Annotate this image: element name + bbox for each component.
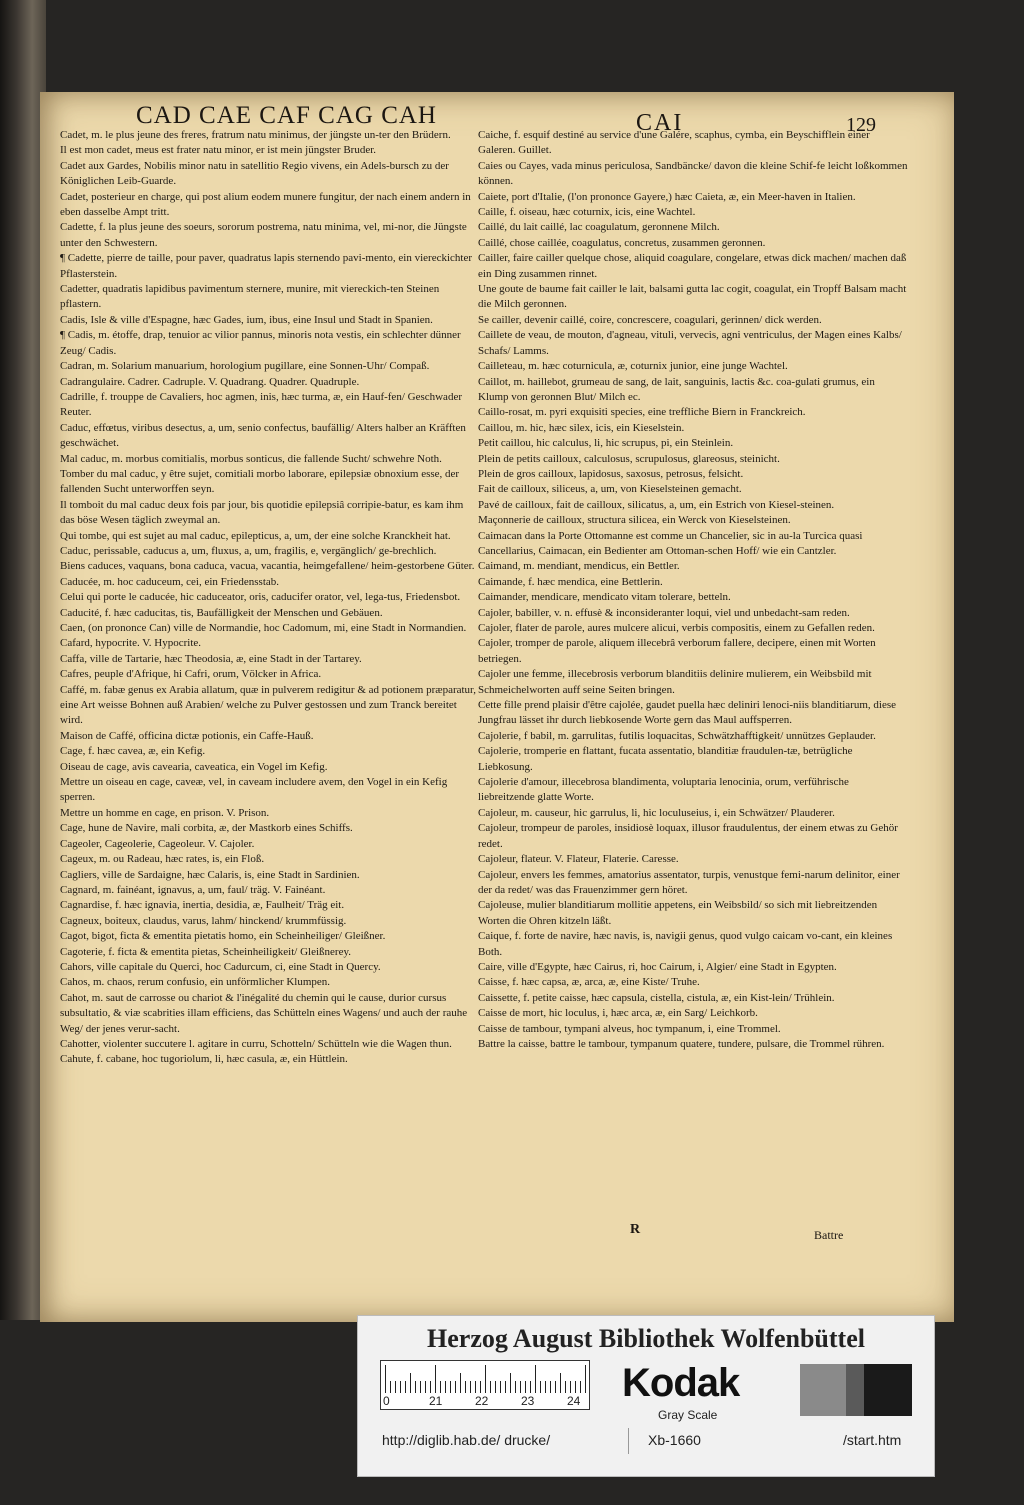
ruler-tick — [485, 1365, 486, 1393]
dictionary-entry: Cagoterie, f. ficta & ementita pietas, Scheinheiligkeit/ Gleißnerey. — [60, 945, 351, 958]
dictionary-entry: Cette fille prend plaisir d'être cajolée, gaudet puella hæc deliniri lenoci-niis blanditiarum, diese Jungfrau lässet ihr durch liebkosende Worte gern das Maul auffsperren. — [478, 699, 897, 727]
dictionary-entry: Caies ou Cayes, vada minus periculosa, Sandbäncke/ davon die kleine Schif-fe leicht loßkommen können. — [478, 159, 908, 188]
dictionary-entry: Caffa, ville de Tartarie, hæc Theodosia, æ, eine Stadt in der Tartarey. — [60, 652, 362, 665]
running-head-left: CAD CAE CAF CAG CAH — [136, 102, 437, 129]
dictionary-entry: Cajolerie, f babil, m. garrulitas, futilis loquacitas, Schwätzhafftigkeit/ unnützes Geplauder. — [478, 729, 876, 742]
ruler-number: 22 — [475, 1394, 489, 1408]
dictionary-entry: Caducité, f. hæc caducitas, tis, Baufälligkeit der Menschen und Gebäuen. — [60, 606, 383, 619]
ruler-tick — [460, 1373, 461, 1393]
gray-scale-label: Gray Scale — [658, 1408, 718, 1422]
dictionary-entry: Cajoler, babiller, v. n. effusè & inconsideranter loqui, viel und unbedacht-sam reden. — [478, 606, 850, 619]
library-name: Herzog August Bibliothek Wolfenbüttel — [427, 1324, 865, 1353]
dictionary-entry: Mal caduc, m. morbus comitialis, morbus sonticus, die fallende Sucht/ schwehre Noth. — [60, 452, 442, 465]
ruler-tick — [470, 1381, 471, 1393]
dictionary-entry: ¶ Cadette, pierre de taille, pour paver, quadratus lapis sternendo pavi-mento, ein viereckichter Pflasterstein. — [60, 252, 472, 280]
shelfmark: Xb-1660 — [648, 1432, 701, 1448]
dictionary-entry: Fait de cailloux, siliceus, a, um, von Kieselsteinen gemacht. — [478, 483, 742, 496]
kodak-target-card — [357, 1315, 935, 1477]
card-separator — [628, 1428, 629, 1454]
dictionary-entry: Cagliers, ville de Sardaigne, hæc Calaris, is, eine Stadt in Sardinien. — [60, 868, 360, 881]
dictionary-entry: Cageux, m. ou Radeau, hæc rates, is, ein Floß. — [60, 853, 265, 866]
ruler-tick — [580, 1381, 581, 1393]
start-path: /start.htm — [843, 1432, 902, 1448]
ruler-tick — [525, 1381, 526, 1393]
dictionary-entry: Caduc, effœtus, viribus desectus, a, um, senio confectus, baufällig/ Alters halber an Kräfften geschwächet. — [60, 421, 466, 450]
ruler-tick — [430, 1381, 431, 1393]
ruler-tick — [540, 1381, 541, 1393]
ruler-tick — [455, 1381, 456, 1393]
dictionary-entry: Se cailler, devenir caillé, coire, concrescere, coagulari, gerinnen/ dick werden. — [478, 313, 822, 326]
dictionary-entry: Caiche, f. esquif destiné au service d'une Galére, scaphus, cymba, ein Beyschifflein einer Galeren. Guillet. — [478, 129, 870, 157]
ruler-tick — [390, 1381, 391, 1393]
dictionary-entry: Caillo-rosat, m. pyri exquisiti species, eine treffliche Biern in Franckreich. — [478, 406, 806, 419]
dictionary-entry: Mettre un homme en cage, en prison. V. Prison. — [60, 806, 270, 819]
dictionary-entry: Cailleteau, m. hæc coturnicula, æ, coturnix junior, eine junge Wachtel. — [478, 360, 788, 373]
ruler-tick — [395, 1381, 396, 1393]
gray-patch-dark — [864, 1364, 912, 1416]
dictionary-entry: Cajoler une femme, illecebrosis verborum blanditiis delinire mulierem, ein Weibsbild mit Schmeichelworten auff seine Seiten bringen. — [478, 668, 872, 696]
dictionary-entry: Cagneux, boiteux, claudus, varus, lahm/ hinckend/ krummfüssig. — [60, 914, 347, 927]
ruler-number: 21 — [429, 1394, 443, 1408]
dictionary-entry: Maison de Caffé, officina dictæ potionis, ein Caffe-Hauß. — [60, 729, 314, 742]
dictionary-entry: Une goute de baume fait cailler le lait, balsami gutta lac cogit, coagulat, ein Tropff Balsam macht die Milch geronnen. — [478, 283, 907, 311]
ruler-number: 24 — [567, 1394, 581, 1408]
ruler-tick — [510, 1373, 511, 1393]
dictionary-entry: Cajolerie, tromperie en flattant, fucata assentatio, blanditiæ fraudulen-tæ, betrügliche Liebkosung. — [478, 745, 853, 773]
dictionary-entry: Caduc, perissable, caducus a, um, fluxus, a, um, fragilis, e, vergänglich/ ge-brechlich. — [60, 544, 437, 557]
dictionary-entry: Cage, hune de Navire, mali corbita, æ, der Mastkorb eines Schiffs. — [60, 822, 353, 835]
dictionary-entry: Cadrille, f. trouppe de Cavaliers, hoc agmen, inis, hæc turma, æ, ein Hauf-fen/ Geschwader Reuter. — [60, 390, 462, 419]
dictionary-entry: Cafard, hypocrite. V. Hypocrite. — [60, 637, 202, 650]
ruler-tick — [440, 1381, 441, 1393]
dictionary-entry: Il est mon cadet, meus est frater natu minor, er ist mein jüngster Bruder. — [60, 144, 377, 157]
ruler-tick — [435, 1365, 436, 1393]
dictionary-entry: Cajoleur, m. causeur, hic garrulus, li, hic loculuseius, i, ein Schwätzer/ Plauderer. — [478, 806, 835, 819]
dictionary-entry: Cajoleur, envers les femmes, amatorius assentator, turpis, venustque femi-narum delinitor, einer der da redet/ was das Frauenzimmer gern höret. — [478, 868, 900, 896]
ruler-tick — [575, 1381, 576, 1393]
ruler-number: 23 — [521, 1394, 535, 1408]
scale-ruler — [380, 1360, 590, 1410]
dictionary-entry: Caducée, m. hoc caduceum, cei, ein Friedensstab. — [60, 575, 280, 588]
dictionary-entry: Cadrangulaire. Cadrer. Cadruple. V. Quadrang. Quadrer. Quadruple. — [60, 375, 360, 388]
dictionary-entry: Battre la caisse, battre le tambour, tympanum quatere, tundere, pulsare, die Trommel rühren. — [478, 1037, 885, 1050]
dictionary-entry: Caillot, m. haillebot, grumeau de sang, de lait, sanguinis, lactis &c. coa-gulati grumus, ein Klump von geronnen Blut/ Milch ec. — [478, 375, 875, 403]
dictionary-entry: Tomber du mal caduc, y être sujet, comitiali morbo laborare, epilepsiæ obnoxium esse, der fallenden Sucht unterworffen seyn. — [60, 467, 460, 496]
book-page — [40, 92, 954, 1322]
dictionary-entry: Cajoleuse, mulier blanditiarum mollitie appetens, ein Weibsbild/ so sich mit liebreitzenden Worten die Ohren kitzeln läßt. — [478, 899, 878, 927]
dictionary-entry: Mettre un oiseau en cage, caveæ, vel, in caveam includere avem, den Vogel in ein Kefig sperren. — [60, 776, 448, 804]
dictionary-entry: Pavé de cailloux, fait de cailloux, silicatus, a, um, ein Estrich von Kiesel-steinen. — [478, 498, 835, 511]
dictionary-entry: Caimande, f. hæc mendica, eine Bettlerin. — [478, 575, 663, 588]
ruler-tick — [585, 1365, 586, 1393]
running-head-right: CAI — [636, 110, 684, 136]
ruler-tick — [515, 1381, 516, 1393]
dictionary-entry: Cadis, Isle & ville d'Espagne, hæc Gades, ium, ibus, eine Insul und Stadt in Spanien. — [60, 313, 433, 326]
ruler-tick — [450, 1381, 451, 1393]
dictionary-entry: Cadetter, quadratis lapidibus pavimentum sternere, munire, mit viereckich-ten Steinen pflastern. — [60, 283, 440, 311]
dictionary-entry: Cahors, ville capitale du Querci, hoc Cadurcum, ci, eine Stadt in Quercy. — [60, 960, 381, 973]
dictionary-entry: Il tomboit du mal caduc deux fois par jour, bis quotidie epilepsiâ corripie-batur, es kam ihm das böse Wesen täglich zweymal an. — [60, 498, 464, 527]
catchword: Battre — [814, 1228, 844, 1242]
dictionary-entry: Cailler, faire cailler quelque chose, aliquid coagulare, congelare, etwas dick machen/ machen daß ein Ding zusammen rinnet. — [478, 252, 907, 280]
ruler-tick — [520, 1381, 521, 1393]
dictionary-entry: Petit caillou, hic calculus, li, hic scrupus, pi, ein Steinlein. — [478, 437, 734, 450]
dictionary-entry: Cahot, m. saut de carrosse ou chariot & l'inégalité du chemin qui le cause, durior cursus subsultatio, & viæ scabrities illam efficiens, das Schütteln eines Wagens/ und auch der rauhe Weg/ der jenes verur-sacht. — [60, 991, 468, 1035]
ruler-tick — [535, 1365, 536, 1393]
ruler-tick — [475, 1381, 476, 1393]
dictionary-entry: Cagot, bigot, ficta & ementita pietatis homo, ein Scheinheiliger/ Gleißner. — [60, 930, 386, 943]
ruler-tick — [400, 1381, 401, 1393]
dictionary-entry: Caissette, f. petite caisse, hæc capsula, cistella, cistula, æ, ein Kist-lein/ Trühlein. — [478, 991, 835, 1004]
ruler-tick — [405, 1381, 406, 1393]
dictionary-entry: Celui qui porte le caducée, hic caduceator, oris, caducifer orator, vel, lega-tus, Friedensbot. — [60, 591, 461, 604]
dictionary-entry: Cadet aux Gardes, Nobilis minor natu in satellitio Regio vivens, ein Adels-bursch zu der Königlichen Leib-Guarde. — [60, 159, 449, 188]
dictionary-entry: Caique, f. forte de navire, hæc navis, is, navigii genus, quod vulgo caicam vo-cant, ein kleines Both. — [478, 930, 893, 958]
dictionary-entry: Caen, (on prononce Can) ville de Normandie, hoc Cadomum, mi, eine Stadt in Normandien. — [60, 622, 467, 634]
right-column — [478, 128, 908, 1052]
dictionary-entry: Caillou, m. hic, hæc silex, icis, ein Kieselstein. — [478, 421, 685, 434]
dictionary-entry: Cajoler, flater de parole, aures mulcere alicui, verbis compositis, einem zu Gefallen reden. — [478, 622, 875, 634]
ruler-tick — [425, 1381, 426, 1393]
ruler-tick — [505, 1381, 506, 1393]
dictionary-entry: Cajoler, tromper de parole, aliquem illecebrâ verborum fallere, decipere, einen mit Worten betriegen. — [478, 637, 876, 665]
ruler-number: 0 — [383, 1394, 390, 1408]
dictionary-entry: Caimander, mendicare, mendicato vitam tolerare, betteln. — [478, 591, 731, 604]
dictionary-entry: Plein de gros cailloux, lapidosus, saxosus, petrosus, felsicht. — [478, 467, 744, 480]
ruler-tick — [385, 1365, 386, 1393]
dictionary-entry: Cajolerie d'amour, illecebrosa blandimenta, voluptaria lenocinia, orum, verführische liebreitzende glatte Worte. — [478, 776, 849, 804]
ruler-tick — [465, 1381, 466, 1393]
dictionary-entry: Maçonnerie de cailloux, structura silicea, ein Werck von Kieselsteinen. — [478, 514, 791, 527]
signature-mark: R — [630, 1222, 641, 1237]
dictionary-entry: Caillé, chose caillée, coagulatus, concretus, zusammen geronnen. — [478, 236, 766, 249]
dictionary-entry: Cagnard, m. fainéant, ignavus, a, um, faul/ träg. V. Fainéant. — [60, 883, 326, 896]
ruler-tick — [415, 1381, 416, 1393]
ruler-tick — [545, 1381, 546, 1393]
ruler-tick — [530, 1381, 531, 1393]
ruler-tick — [410, 1373, 411, 1393]
dictionary-entry: ¶ Cadis, m. étoffe, drap, tenuior ac vilior pannus, minoris nota vestis, ein schlechter dünner Zeug/ Cadis. — [60, 329, 461, 357]
dictionary-entry: Caillete de veau, de mouton, d'agneau, vituli, vervecis, agni ventriculus, der Magen eines Kalbs/ Schafs/ Lamms. — [478, 329, 902, 357]
dictionary-entry: Caille, f. oiseau, hæc coturnix, icis, eine Wachtel. — [478, 206, 696, 219]
dictionary-entry: Caire, ville d'Egypte, hæc Cairus, ri, hoc Cairum, i, Algier/ eine Stadt in Egypten. — [478, 960, 837, 973]
gray-patch-light — [800, 1364, 846, 1416]
dictionary-entry: Cadette, f. la plus jeune des soeurs, sororum postrema, natu minima, vel, mi-nor, die Jüngste unter den Schwestern. — [60, 221, 467, 249]
dictionary-entry: Caisse de mort, hic loculus, i, hæc arca, æ, ein Sarg/ Leichkorb. — [478, 1007, 758, 1020]
ruler-tick — [500, 1381, 501, 1393]
ruler-tick — [570, 1381, 571, 1393]
dictionary-entry: Cafres, peuple d'Afrique, hi Cafri, orum, Völcker in Africa. — [60, 668, 322, 681]
ruler-tick — [550, 1381, 551, 1393]
ruler-tick — [565, 1381, 566, 1393]
digital-library-url: http://diglib.hab.de/ drucke/ — [382, 1432, 551, 1448]
dictionary-entry: Cahos, m. chaos, rerum confusio, ein unförmlicher Klumpen. — [60, 976, 331, 989]
dictionary-entry: Cagnardise, f. hæc ignavia, inertia, desidia, æ, Faulheit/ Träg eit. — [60, 899, 345, 912]
dictionary-entry: Caimacan dans la Porte Ottomanne est comme un Chancelier, sic in au-la Turcica quasi Cancellarius, Caimacan, ein Bedienter am Ottoman-schen Hoff/ wie ein Cantzler. — [478, 529, 863, 557]
dictionary-entry: Caffé, m. fabæ genus ex Arabia allatum, quæ in pulverem redigitur & ad potionem præparatur, eine Art weisse Bohnen auß Arabien/ welche zu Pulver gestossen und zum Tranck bereitet wird. — [60, 683, 477, 727]
ruler-tick — [445, 1381, 446, 1393]
dictionary-entry: Cahotter, violenter succutere l. agitare in curru, Schotteln/ Schütteln wie die Wagen thun. — [60, 1037, 452, 1050]
page-number: 129 — [846, 114, 876, 136]
dictionary-entry: Qui tombe, qui est sujet au mal caduc, epilepticus, a, um, der eine solche Kranckheit hat. — [60, 529, 451, 542]
dictionary-entry: Oiseau de cage, avis cavearia, caveatica, ein Vogel im Kefig. — [60, 760, 328, 773]
dictionary-entry: Cajoleur, trompeur de paroles, insidiosè loquax, illusor fraudulentus, der einem etwas zu Gehör redet. — [478, 822, 898, 850]
ruler-tick — [490, 1381, 491, 1393]
dictionary-entry: Cadet, posterieur en charge, qui post alium eodem munere fungitur, der nach einem andern in eben dasselbe Ampt tritt. — [60, 190, 471, 219]
dictionary-entry: Caillé, du lait caillé, lac coagulatum, geronnene Milch. — [478, 221, 720, 234]
dictionary-entry: Caisse, f. hæc capsa, æ, arca, æ, eine Kiste/ Truhe. — [478, 976, 700, 989]
dictionary-entry: Cadran, m. Solarium manuarium, horologium pugillare, eine Sonnen-Uhr/ Compaß. — [60, 360, 430, 373]
kodak-logo: Kodak — [622, 1361, 740, 1405]
dictionary-entry: Cahute, f. cabane, hoc tugoriolum, li, hæc casula, æ, ein Hüttlein. — [60, 1053, 348, 1066]
ruler-tick — [555, 1381, 556, 1393]
dictionary-entry: Plein de petits cailloux, calculosus, scrupulosus, glareosus, steinicht. — [478, 452, 780, 465]
dictionary-entry: Cadet, m. le plus jeune des freres, fratrum natu minimus, der jüngste un-ter den Brüdern. — [60, 129, 451, 141]
dictionary-entry: Caiete, port d'Italie, (l'on prononce Gayere,) hæc Caieta, æ, ein Meer-haven in Italien. — [478, 190, 856, 203]
ruler-tick — [560, 1373, 561, 1393]
left-column — [60, 128, 478, 1068]
dictionary-entry: Biens caduces, vaquans, bona caduca, vacua, vacantia, heimgefallene/ heim-gestorbene Güter. — [60, 560, 475, 573]
dictionary-entry: Caisse de tambour, tympani alveus, hoc tympanum, i, eine Trommel. — [478, 1022, 781, 1035]
dictionary-entry: Cageoler, Cageolerie, Cageoleur. V. Cajoler. — [60, 837, 255, 850]
dictionary-entry: Caimand, m. mendiant, mendicus, ein Bettler. — [478, 560, 680, 573]
dictionary-entry: Cajoleur, flateur. V. Flateur, Flaterie. Caresse. — [478, 853, 679, 866]
dictionary-entry: Cage, f. hæc cavea, æ, ein Kefig. — [60, 745, 206, 758]
ruler-tick — [420, 1381, 421, 1393]
ruler-tick — [480, 1381, 481, 1393]
ruler-tick — [495, 1381, 496, 1393]
